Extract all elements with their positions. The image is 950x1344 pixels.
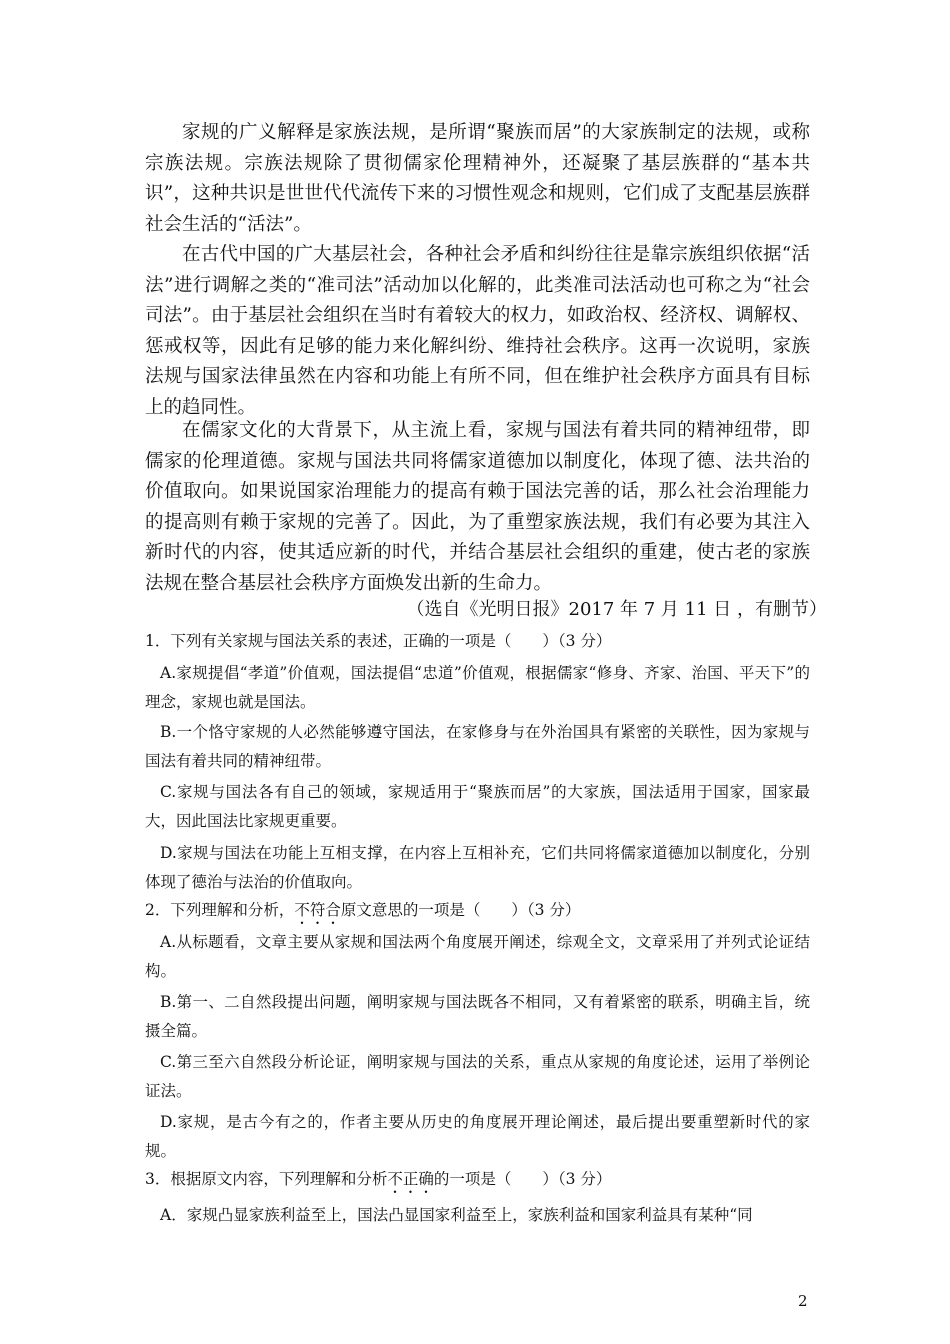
question-1-option-a: A.家规提倡“孝道”价值观，国法提倡“忠道”价值观，根据儒家“修身、齐家、治国、平天下”的理念，家规也就是国法。 — [145, 664, 810, 711]
question-3-stem: 3．根据原文内容，下列理解和分析不正确的一项是（ ）（3 分） — [145, 1170, 612, 1188]
question-2-option-a: A.从标题看，文章主要从家规和国法两个角度展开阐述，综观全文，文章采用了并列式论证结构。 — [145, 933, 810, 980]
question-1-option-d: D.家规与国法在功能上互相支撑，在内容上互相补充，它们共同将儒家道德加以制度化，分别体现了德治与法治的价值取向。 — [145, 844, 810, 891]
paragraph-3: 在儒家文化的大背景下，从主流上看，家规与国法有着共同的精神纽带，即儒家的伦理道德。家规与国法共同将儒家道德加以制度化，体现了德、法共治的价值取向。如果说国家治理能力的提高有赖于国法完善的话，那么社会治理能力的提高则有赖于家规的完善了。因此，为了重塑家族法规，我们有必要为其注入新时代的内容，使其适应新的时代，并结合基层社会组织的重建，使古老的家族法规在整合基层社会秩序方面焕发出新的生命力。 — [145, 420, 810, 594]
question-2-option-d: D.家规，是古今有之的，作者主要从历史的角度展开理论阐述，最后提出要重塑新时代的家规。 — [145, 1113, 810, 1160]
paragraph-1: 家规的广义解释是家族法规，是所谓“聚族而居”的大家族制定的法规，或称宗族法规。宗族法规除了贯彻儒家伦理精神外，还凝聚了基层族群的“基本共识”，这种共识是世世代代流传下来的习惯性观念和规则，它们成了支配基层族群社会生活的“活法”。 — [145, 122, 810, 235]
emphasis-dotted-text: 不正确 — [387, 1170, 434, 1188]
question-1-option-c: C.家规与国法各有自己的领域，家规适用于“聚族而居”的大家族，国法适用于国家，国家最大，因此国法比家规更重要。 — [145, 783, 810, 830]
question-1-option-b: B.一个恪守家规的人必然能够遵守国法，在家修身与在外治国具有紧密的关联性，因为家规与国法有着共同的精神纽带。 — [145, 723, 810, 770]
question-1-stem: 1．下列有关家规与国法关系的表述，正确的一项是（ ）（3 分） — [145, 632, 612, 650]
question-2-stem: 2．下列理解和分析，不符合原文意思的一项是（ ）（3 分） — [145, 901, 581, 919]
question-3-option-a: A．家规凸显家族利益至上，国法凸显国家利益至上，家族利益和国家利益具有某种“同 — [160, 1206, 753, 1224]
source-citation: （选自《光明日报》2017 年 7 月 11 日 ，有删节） — [406, 599, 827, 620]
question-2-option-b: B.第一、二自然段提出问题，阐明家规与国法既各不相同，又有着紧密的联系，明确主旨，统摄全篇。 — [145, 993, 810, 1040]
paragraph-2: 在古代中国的广大基层社会，各种社会矛盾和纠纷往往是靠宗族组织依据“活法”进行调解之类的“准司法”活动加以化解的，此类准司法活动也可称之为“社会司法”。由于基层社会组织在当时有着较大的权力，如政治权、经济权、调解权、惩戒权等，因此有足够的能力来化解纠纷、维持社会秩序。这再一次说明，家族法规与国家法律虽然在内容和功能上有所不同，但在维护社会秩序方面具有目标上的趋同性。 — [145, 244, 810, 418]
emphasis-dotted-text: 不符合 — [294, 901, 341, 919]
question-2-option-c: C.第三至六自然段分析论证，阐明家规与国法的关系，重点从家规的角度论述，运用了举例论证法。 — [145, 1053, 810, 1100]
page-number: 2 — [798, 1292, 808, 1310]
